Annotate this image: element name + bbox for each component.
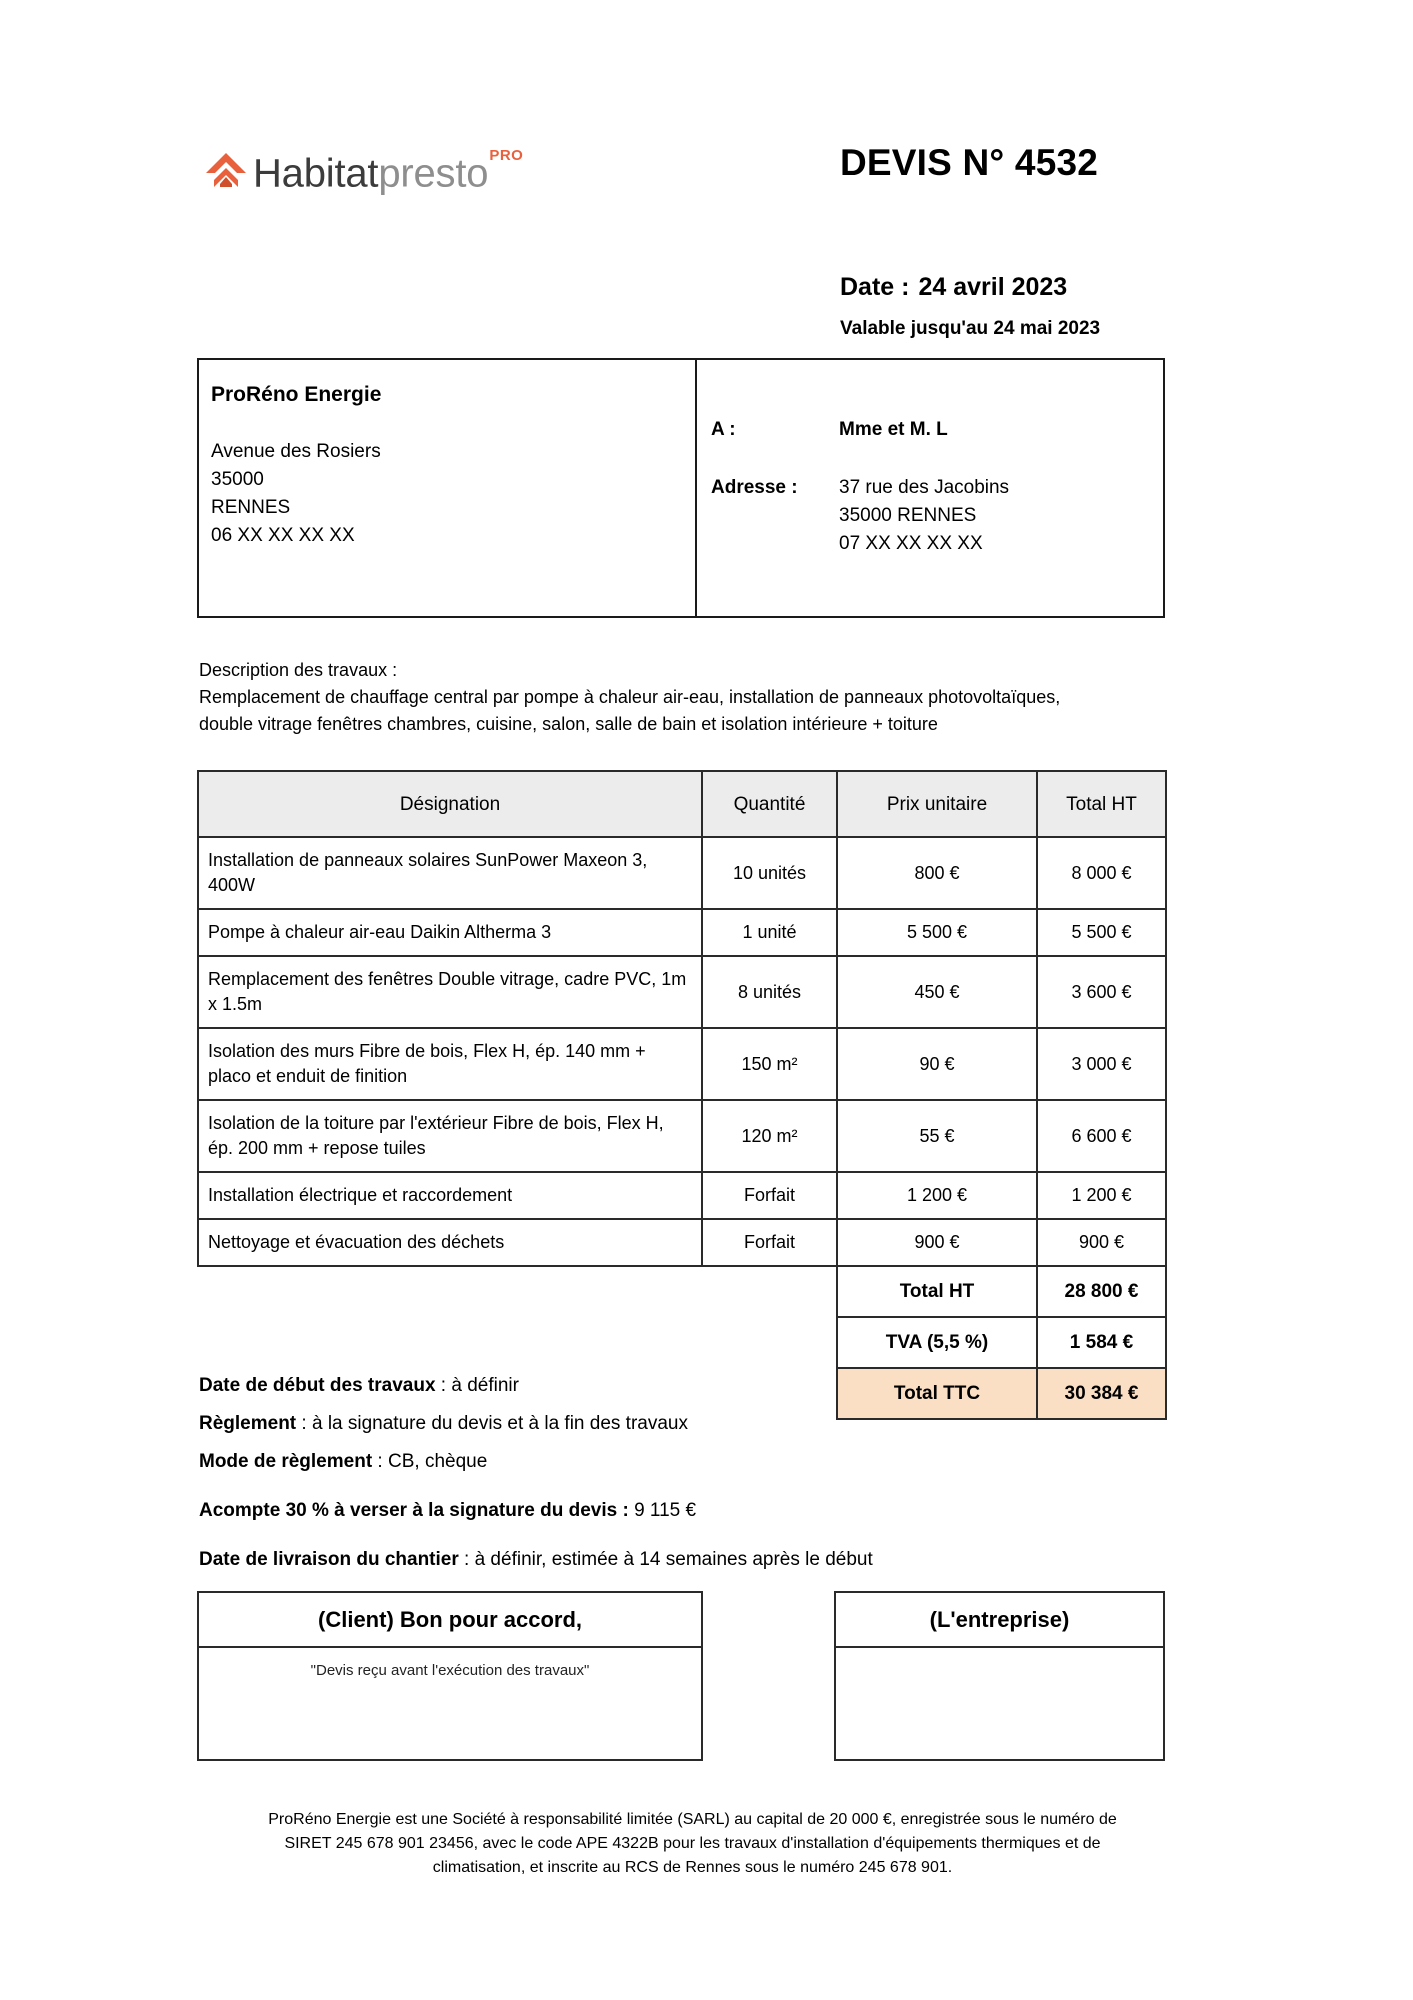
cell-total-ht: 8 000 € xyxy=(1037,837,1166,909)
total-ht-label: Total HT xyxy=(837,1266,1037,1317)
table-row xyxy=(198,956,1166,1028)
term-payment-method-value: : CB, chèque xyxy=(372,1451,488,1472)
cell-quantite: Forfait xyxy=(702,1172,837,1219)
spacer-cell xyxy=(198,1266,702,1317)
term-payment xyxy=(199,1410,1209,1437)
company-address-line: RENNES xyxy=(211,497,291,518)
tva-row xyxy=(198,1317,1166,1368)
cell-prix-unitaire: 800 € xyxy=(837,837,1037,909)
client-block xyxy=(697,360,1163,616)
term-payment-method xyxy=(199,1448,1209,1475)
term-delivery-date-label: Date de livraison du chantier xyxy=(199,1549,459,1570)
company-block xyxy=(199,360,697,616)
legal-footer-line: SIRET 245 678 901 23456, avec le code APE 4322B pour les travaux d'installation d'équipements thermiques et de xyxy=(284,1835,1101,1852)
cell-designation: Remplacement des fenêtres Double vitrage, cadre PVC, 1m x 1.5m xyxy=(198,956,702,1028)
column-header-quantite: Quantité xyxy=(702,771,837,837)
logo-presto-text: presto xyxy=(378,151,489,196)
spacer-cell xyxy=(702,1266,837,1317)
cell-quantite: 10 unités xyxy=(702,837,837,909)
devis-date xyxy=(840,273,1067,302)
cell-designation: Pompe à chaleur air-eau Daikin Altherma 3 xyxy=(198,909,702,956)
table-row xyxy=(198,837,1166,909)
client-signature-box[interactable] xyxy=(197,1591,703,1761)
cell-quantite: 150 m² xyxy=(702,1028,837,1100)
term-start-date-label: Date de début des travaux xyxy=(199,1375,436,1396)
cell-prix-unitaire: 90 € xyxy=(837,1028,1037,1100)
parties-block xyxy=(197,358,1165,618)
logo-habitat-text: Habitat xyxy=(253,151,379,196)
cell-total-ht: 3 000 € xyxy=(1037,1028,1166,1100)
cell-prix-unitaire: 450 € xyxy=(837,956,1037,1028)
date-value: 24 avril 2023 xyxy=(918,273,1068,301)
works-description-line: Remplacement de chauffage central par pompe à chaleur air-eau, installation de panneaux photovoltaïques, xyxy=(199,687,1061,707)
cell-prix-unitaire: 55 € xyxy=(837,1100,1037,1172)
cell-total-ht: 5 500 € xyxy=(1037,909,1166,956)
cell-designation: Isolation des murs Fibre de bois, Flex H, ép. 140 mm + placo et enduit de finition xyxy=(198,1028,702,1100)
cell-designation: Installation de panneaux solaires SunPower Maxeon 3, 400W xyxy=(198,837,702,909)
client-signature-note: "Devis reçu avant l'exécution des travaux" xyxy=(310,1662,590,1679)
tva-label: TVA (5,5 %) xyxy=(837,1317,1037,1368)
company-address xyxy=(211,438,695,550)
client-address-label: Adresse : xyxy=(711,477,798,498)
cell-total-ht: 6 600 € xyxy=(1037,1100,1166,1172)
term-deposit-value: 9 115 € xyxy=(628,1500,697,1521)
company-signature-area[interactable] xyxy=(836,1648,1163,1775)
legal-footer-line: climatisation, et inscrite au RCS de Rennes sous le numéro 245 678 901. xyxy=(432,1859,953,1876)
cell-quantite: 1 unité xyxy=(702,909,837,956)
term-delivery-date-value: : à définir, estimée à 14 semaines après le début xyxy=(458,1549,873,1570)
term-deposit-label: Acompte 30 % à verser à la signature du devis : xyxy=(199,1500,629,1521)
term-start-date xyxy=(199,1372,1209,1399)
client-address-line: 35000 RENNES xyxy=(839,505,977,526)
table-row xyxy=(198,1219,1166,1266)
table-row xyxy=(198,1100,1166,1172)
term-start-date-value: : à définir xyxy=(435,1375,519,1396)
table-row xyxy=(198,1028,1166,1100)
cell-designation: Isolation de la toiture par l'extérieur Fibre de bois, Flex H, ép. 200 mm + repose tuiles xyxy=(198,1100,702,1172)
devis-validity: Valable jusqu'au 24 mai 2023 xyxy=(840,318,1101,339)
cell-total-ht: 3 600 € xyxy=(1037,956,1166,1028)
cell-prix-unitaire: 1 200 € xyxy=(837,1172,1037,1219)
page-title: DEVIS N° 4532 xyxy=(840,142,1099,183)
table-header xyxy=(198,771,1166,837)
client-to-value: Mme et M. L xyxy=(839,419,948,440)
term-payment-method-label: Mode de règlement xyxy=(199,1451,373,1472)
works-description xyxy=(199,657,1209,738)
cell-total-ht: 1 200 € xyxy=(1037,1172,1166,1219)
logo-wordmark xyxy=(253,146,522,195)
client-address-row xyxy=(711,474,1163,558)
company-address-line: Avenue des Rosiers xyxy=(211,441,381,462)
client-address-values xyxy=(839,474,1009,558)
cell-designation: Nettoyage et évacuation des déchets xyxy=(198,1219,702,1266)
logo-pro-badge: PRO xyxy=(489,147,524,164)
tva-value: 1 584 € xyxy=(1037,1317,1166,1368)
column-header-prix-unitaire: Prix unitaire xyxy=(837,771,1037,837)
habitatpresto-logo xyxy=(205,146,522,195)
company-address-line: 35000 xyxy=(211,469,264,490)
client-signature-area[interactable] xyxy=(199,1648,701,1775)
total-ttc-value: 30 384 € xyxy=(1037,1368,1166,1419)
cell-total-ht: 900 € xyxy=(1037,1219,1166,1266)
cell-quantite: 120 m² xyxy=(702,1100,837,1172)
works-description-line: double vitrage fenêtres chambres, cuisine, salon, salle de bain et isolation intérieure + toiture xyxy=(199,714,938,734)
house-arrow-icon xyxy=(205,149,247,191)
company-signature-box[interactable] xyxy=(834,1591,1165,1761)
cell-quantite: Forfait xyxy=(702,1219,837,1266)
term-delivery-date xyxy=(199,1546,1209,1573)
term-payment-value: : à la signature du devis et à la fin des travaux xyxy=(296,1413,688,1434)
date-label: Date : xyxy=(840,273,910,301)
term-payment-label: Règlement xyxy=(199,1413,297,1434)
legal-footer xyxy=(185,1808,1200,1880)
total-ht-value: 28 800 € xyxy=(1037,1266,1166,1317)
legal-footer-line: ProRéno Energie est une Société à responsabilité limitée (SARL) au capital de 20 000 €, enregistrée sous le numéro de xyxy=(268,1811,1117,1828)
terms-block xyxy=(199,1372,1209,1584)
column-header-designation: Désignation xyxy=(198,771,702,837)
client-address-line: 07 XX XX XX XX xyxy=(839,533,983,554)
cell-designation: Installation électrique et raccordement xyxy=(198,1172,702,1219)
total-ttc-label: Total TTC xyxy=(837,1368,1037,1419)
cell-quantite: 8 unités xyxy=(702,956,837,1028)
company-address-line: 06 XX XX XX XX xyxy=(211,525,355,546)
quote-items-table xyxy=(197,770,1167,1420)
table-row xyxy=(198,1172,1166,1219)
cell-prix-unitaire: 5 500 € xyxy=(837,909,1037,956)
table-row xyxy=(198,909,1166,956)
total-ht-row xyxy=(198,1266,1166,1317)
client-signature-title: (Client) Bon pour accord, xyxy=(199,1593,701,1648)
cell-prix-unitaire: 900 € xyxy=(837,1219,1037,1266)
spacer xyxy=(711,444,1163,474)
client-to-row xyxy=(711,416,1163,444)
column-header-total-ht: Total HT xyxy=(1037,771,1166,837)
term-deposit xyxy=(199,1497,1209,1524)
company-signature-title: (L'entreprise) xyxy=(836,1593,1163,1648)
table-header-row xyxy=(198,771,1166,837)
client-address-line: 37 rue des Jacobins xyxy=(839,477,1010,498)
client-to-label: A : xyxy=(711,419,736,440)
company-name: ProRéno Energie xyxy=(211,383,382,406)
spacer-cell xyxy=(198,1317,702,1368)
works-description-label: Description des travaux : xyxy=(199,660,398,680)
document-header xyxy=(0,0,1413,339)
spacer-cell xyxy=(702,1317,837,1368)
table-body xyxy=(198,837,1166,1419)
